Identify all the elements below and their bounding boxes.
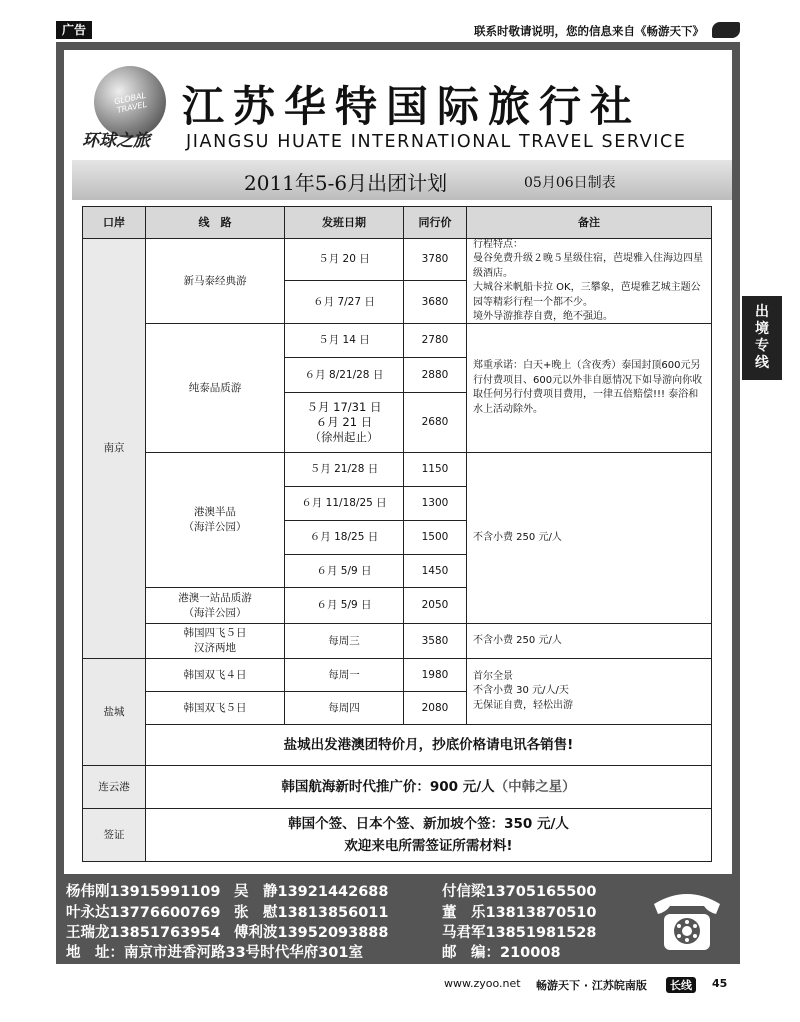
route-line: 港澳一站品质游 [178,591,252,604]
side-tab-char: 境 [755,321,769,337]
date-cell: 每周四 [284,691,404,725]
route-kr5: 韩国双飞５日 [145,691,285,725]
date-cell: ５月 14 日 [284,323,404,358]
price-cell: 2050 [403,587,467,624]
magazine-logo-icon [712,22,740,38]
route-kr4: 韩国双飞４日 [145,658,285,692]
date-line: ６月 21 日 [315,415,373,429]
contact-item: 董 乐13813870510 [442,905,597,921]
route-ct: 纯泰品质游 [145,323,285,453]
price-cell: 2780 [403,323,467,358]
date-line: （徐州起止） [309,430,379,444]
contact-item: 杨伟刚13915991109 [66,884,221,900]
side-tab-char: 专 [755,338,769,354]
header-price: 同行价 [403,206,467,239]
date-line: ５月 17/31 日 [306,400,382,414]
page-number: 45 [712,977,728,990]
contact-item: 马君军13851981528 [442,925,597,941]
remark-kr [466,658,712,725]
side-tab-char: 出 [755,304,769,320]
visa-line: 韩国个签、日本个签、新加坡个签：350 元/人 [288,816,569,832]
price-cell: 3580 [403,623,467,659]
footer-badge: 长线 [666,977,696,993]
date-cell: ６月 5/9 日 [284,554,404,588]
price-cell: 3680 [403,280,467,324]
footer-magazine: 畅游天下 · 江苏皖南版 [536,979,647,992]
price-cell: 1150 [403,452,467,487]
remark-kr1: 不含小费 250 元/人 [466,623,712,659]
port-lianyungang: 连云港 [82,765,146,809]
lyg-promo-tag: （中韩之星） [494,778,576,795]
price-cell: 1500 [403,520,467,555]
contact-block [66,880,626,960]
route-kr1 [145,623,285,659]
side-tab [742,296,782,380]
price-cell: 2680 [403,392,467,453]
remark-line: 境外导游推荐自费，绝不强迫。 [473,311,613,322]
top-strip [56,20,740,42]
telephone-icon [648,884,726,956]
route-gy [145,587,285,624]
contact-item: 傅利波13952093888 [234,925,389,941]
date-cell: ５月 20 日 [284,238,404,281]
remark-ga: 不含小费 250 元/人 [466,452,712,624]
yancheng-promo: 盐城出发港澳团特价月，抄底价格请电讯各销售! [145,724,712,766]
date-cell: 每周三 [284,623,404,659]
price-cell: 1980 [403,658,467,692]
price-cell: 1450 [403,554,467,588]
company-name-en: JIANGSU HUATE INTERNATIONAL TRAVEL SERVICE [186,132,687,152]
remark-ct: 郑重承诺：白天+晚上（含夜秀）泰国封顶600元另行付费项目、600元以外非自愿情况下如导游向你收取任何另行付费项目费用，一律五倍赔偿!!! 泰浴和水上活动除外。 [466,323,712,453]
contact-note: 联系时敬请说明，您的信息来自《畅游天下》 [474,24,704,38]
date-cell: 每周一 [284,658,404,692]
lyg-promo [145,765,712,809]
date-cell-multi [284,392,404,453]
price-cell: 3780 [403,238,467,281]
header-port: 口岸 [82,206,146,239]
date-cell: ６月 5/9 日 [284,587,404,624]
plan-title-bar [72,160,732,200]
footer-url[interactable]: www.zyoo.net [444,977,521,990]
contact-item: 叶永达13776600769 [66,905,221,921]
remark-line: 首尔全景 [473,670,513,682]
plan-title: 2011年5-6月出团计划 [244,171,448,195]
remark-xmt [466,238,712,324]
header-date: 发班日期 [284,206,404,239]
port-yancheng: 盐城 [82,658,146,766]
port-visa: 签证 [82,808,146,862]
address: 地 址：南京市进香河路33号时代华府301室 [66,945,363,961]
postcode: 邮 编：210008 [442,945,561,961]
remark-line: 行程特点： [473,238,523,250]
remark-line: 曼谷免费升级２晚５星级住宿，芭堤雅入住海边四星级酒店。 [473,253,703,279]
route-line: （海洋公园） [183,606,247,619]
route-line: 港澳半品 [194,506,236,518]
price-cell: 2880 [403,357,467,393]
route-line: （海洋公园） [183,521,247,533]
header-route: 线 路 [145,206,285,239]
contact-item: 付信梁13705165500 [442,884,597,900]
date-cell: ６月 8/21/28 日 [284,357,404,393]
route-ga [145,452,285,588]
remark-line: 无保证自费，轻松出游 [473,699,573,711]
date-cell: ６月 11/18/25 日 [284,486,404,521]
remark-line: 大城谷米帆船卡拉 OK，三攀象，芭堤雅艺城主题公园等精彩行程一个都不少。 [473,282,701,308]
date-cell: ６月 7/27 日 [284,280,404,324]
price-cell: 1300 [403,486,467,521]
price-cell: 2080 [403,691,467,725]
date-cell: ６月 18/25 日 [284,520,404,555]
ad-tag: 广告 [56,21,92,39]
remark-line: 不含小费 30 元/人/天 [473,685,569,697]
route-line: 韩国四飞５日 [183,627,247,639]
contact-item: 吴 静13921442688 [234,884,389,900]
plan-date: 05月06日制表 [524,175,616,191]
schedule-table [82,206,712,862]
contact-item: 张 慰13813856011 [234,905,389,921]
port-nanjing: 南京 [82,238,146,659]
logo-text: GLOBAL TRAVEL [113,90,148,115]
header-remark: 备注 [466,206,712,239]
page-footer [430,974,740,996]
lyg-promo-main: 韩国航海新时代推广价：900 元/人 [281,778,495,795]
visa-info [145,808,712,862]
company-name-cn: 江苏华特国际旅行社 [182,82,642,131]
slogan: 环球之旅 [82,131,150,151]
route-xmt: 新马泰经典游 [145,238,285,324]
visa-line: 欢迎来电所需签证所需材料! [344,838,513,854]
route-line: 汉济两地 [194,642,236,654]
date-cell: ５月 21/28 日 [284,452,404,487]
contact-item: 王瑞龙13851763954 [66,925,221,941]
side-tab-char: 线 [755,355,769,371]
